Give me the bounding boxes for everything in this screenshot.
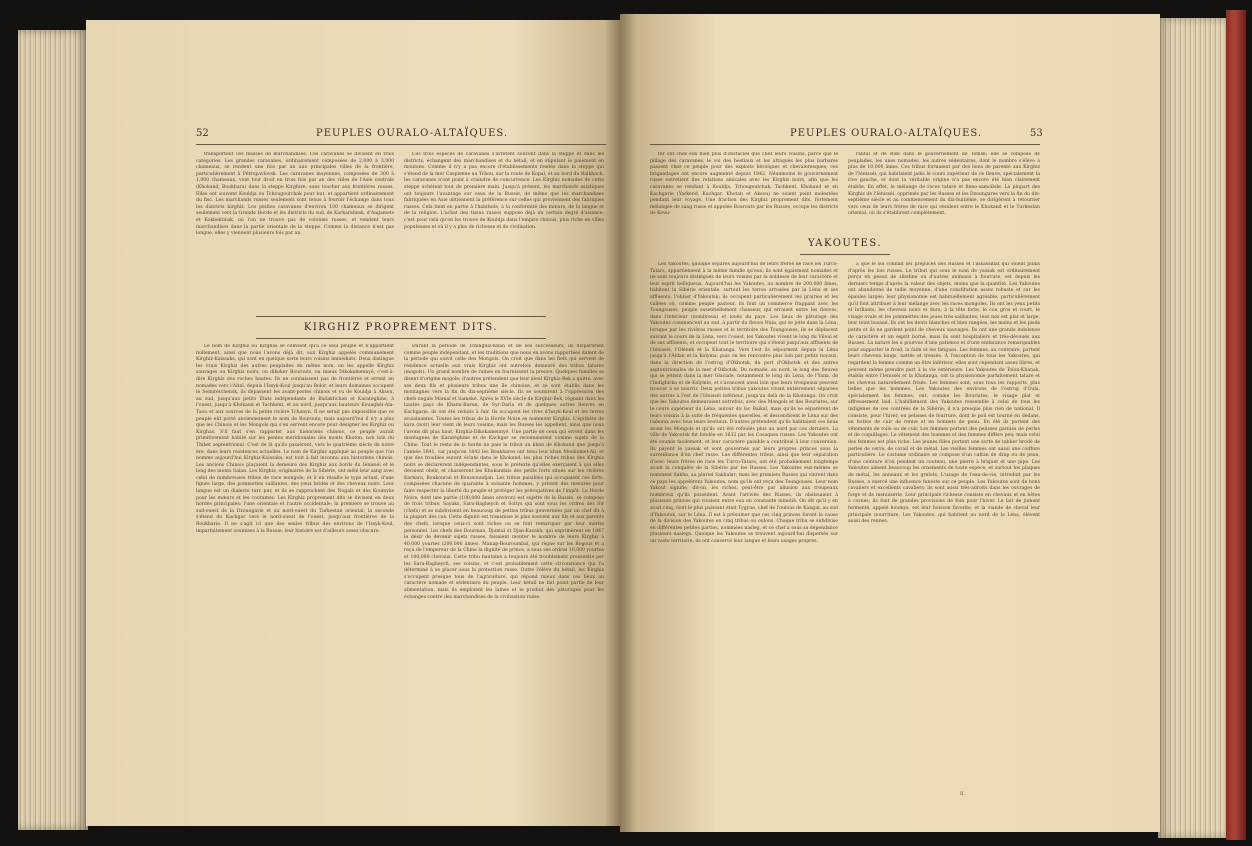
right-intro-text-2: rantal et de Bisk dans le gouvernement de Tomsk; elle se compose de peuplades, les unes nomades, les autres sédentaires, dont le nombre s'élève à plus de 10,000 âmes. Ces tribus formaient par des liens de parenté aux Kirghiz de l'Iénisséi, qui habitaient jadis le cours supérieur de ce fleuve, spécialement la rive gauche, et dont la véritable origine n'a pas encore été bien clairement établie. En effet, le mélange de races tatare et finno-samoïède. La plupart des Kirghiz de l'Iénisséi, opprimés par les Russes et les Dzoungares vers la fin du dix-septième siècle et au commencement du dix-huitième, se dirigèrent à retourner vers ceux de leurs frères de race qui résident entre le Khokand et le Turkestan oriental, où ils s'établirent complètement.	[848, 152, 1040, 217]
left-intro-column-2	[404, 152, 604, 297]
right-intro-text-1: ter ont chez eux bien plus d'obstacles que chez leurs voisins, parce que le pillage des caravanes, le vol des bestiaux et les attaques les plus barbares passent chez ce peuple pour des exploits héroïques et chevaleresques; ces brigandages ont encore augmenté depuis 1842. Néanmoins le gouvernement russe entretient des relations amicales avec les Kirghiz noirs, afin que les caravanes se rendant à Kouldja, Tchougoutchak, Tachkent, Khokand et en Kachgarie (Yarkend, Kachgar, Khotan et Aksou) ne soient point molestées pendant leur voyage. Une fraction des Kirghiz proprement dits, fortement mélangée de sang russe et appelée Bourouts par les Russes, occupe les districts de Kouu-	[650, 152, 838, 217]
right-page-number: 53	[1030, 128, 1043, 139]
left-section-rule-top	[256, 316, 546, 317]
left-page	[86, 20, 620, 826]
right-running-head: PEUPLES OURALO-ALTAÏQUES.	[790, 128, 983, 139]
book-cover-edge	[1226, 10, 1246, 840]
right-section-text-2: a que le sol connaît les prépuces des Russes et l'assassinat qui soient punis d'après les lois russes. Le tribut qui sous le nom de yassak est ordinairement perçu en peaux de zibeline ou d'autres animaux à fourrure, est depuis les derniers temps d'après la valeur des objets, moins que la quantité. Les Yakoutes ont abandonné de taille moyenne, d'une constitution assez robuste et sur les épaules larges; leur physionomie est habituellement agréable, particulièrement qu'il font attribuer à leur mélange avec les races mongoles. Ils ont les yeux petits et brillants; les cheveux noirs et durs; à la tête forte, le cou gros et court, le visage ovale et les pommettes des joues très-saillantes; leur nez est plat et large, leur teint basané. Ils ont les dents blanches et bien rangées, les mains et les pieds petits et ils ne gardent point de cheveux sauvages. Ils ont une grande indolence de caractère et un esprit borné, mais ils sont hospitaliers et très-dévoués aux Russes. La nature les a pourvus d'une patience et d'une endurance remarquables pour supporter le froid, la faim et les fatigues. Les femmes, au contraire, portent leurs cheveux longs, nattés et tressés. À l'exception de tous les Yakoutes, qui regardent la femme comme un être inférieur, elles sont cependant assez libres, et peuvent même prendre part à la vie extérieure. Les Yakoutes de Toïon-Khanak, établis entre l'Iénisséi et la Khatanga, ont la physionomie parfaitement tatare et les cheveux naturellement frisés. Les femmes sont, sous tous les rapports, plus belles que les hommes. Les Yakoutes des environs de l'ostrog d'Oula, spécialement les femmes, ont, comme les Bouriates, le visage plat et affreusement laid. L'habillement des Yakoutes ressemble à celui de tous les indigènes de ces contrées de la Sibérie; il n'a presque plus rien de national. Il consiste, pour l'hiver, en pelisses de fourrure, dont le poil est tourné en dedans, en bottes de cuir de renne et en bonnets de peau. En été ils portent des vêtements de toile ou de cuir. Les femmes portent des pelisses garnies de perles et de coquillages. Le vêtement des hommes et des femmes diffère peu; mais celui des femmes est plus riche. Les jeunes filles portent une sorte de tablier brodé de perles de verre, de corail et de métal. Les vieilles femmes ont aussi une coiffure particulière. Le costume ordinaire se compose d'un caftan de drap ou de peau, d'une ceinture d'où pendent un couteau, une pierre à briquet et une pipe. Les Yakoutes aiment beaucoup les ornements de toute espèce, et surtout les plaques de métal, les anneaux et les grelots. L'usage de l'eau-de-vie, introduit par les Russes, a exercé une influence funeste sur ce peuple. Les Yakoutes sont de bons cavaliers et excellents cavaliers; ils sont aussi très-adroits dans les ouvrages de forge et de menuiserie. Leur principale richesse consiste en chevaux et en bêtes à cornes; ils font de grandes provisions de foin pour l'hiver. Le lait de jument fermenté, appelé koumys, est leur boisson favorite, et la viande de cheval leur principale nourriture. Les Yakoutes, qui habitent au nord de la Léna, élèvent aussi des rennes.	[848, 262, 1040, 525]
left-section-rule-bottom	[256, 338, 546, 339]
right-section-rule	[800, 254, 890, 255]
page-edges-right	[1158, 18, 1236, 838]
right-page	[620, 14, 1160, 832]
page-edges-left	[18, 30, 88, 830]
right-header-rule	[650, 144, 1040, 145]
left-intro-text-2: Ces trois espèces de caravanes s'arrêtent souvent dans la steppe et dans les districts, échangent des marchandises et du bétail, et en stipulant le paiement en moutons. Comme il n'y a pas encore d'établissements fondés dans la steppe qui s'étend de la mer Caspienne au Tchou, sur la route de Kopal, et au bord du Balkhach, les caravanes n'ont point à craindre de concurrence. Les Kirghiz nomades de cette steppe achètent tout de première main. Jusqu'à présent, les marchands asiatiques ont toujours l'avantage sur ceux de la Russie, de même que les marchandises fabriquées en Asie obtiennent la préférence sur celles qui proviennent des fabriques russes. Cela tient en partie à l'habitude, à la conformité des mœurs, de la langue et de la religion. L'achat des tissus russes suppose déjà un certain degré d'aisance; c'est pour cela qu'on les trouve de Kouldja dans l'empire chinois, plus riche en villes populeuses et où il y a plus de richesse et de civilisation.	[404, 152, 604, 230]
right-section-column-2	[848, 262, 1040, 788]
left-section-column-1	[196, 344, 394, 796]
left-running-head: PEUPLES OURALO-ALTAÏQUES.	[316, 128, 509, 139]
left-section-title: KIRGHIZ PROPREMENT DITS.	[303, 322, 499, 333]
left-intro-column-1	[196, 152, 394, 297]
left-header-rule	[196, 144, 606, 145]
right-section-title: YAKOUTES.	[807, 238, 883, 249]
right-section-text-1: Les Yakoutes, quoique séparés aujourd'hui de leurs frères de race les Turco-Tatars, appartiennent à la même famille qu'eux; ils sont également nomades et ne sont toujours distingués de leurs voisins par la noblesse de leur caractère et leur esprit belliqueux. Aujourd'hui les Yakoutes, au nombre de 200,000 âmes, habitent la Sibérie orientale, surtout les terres arrosées par la Léna et ses affluents, l'oblast d'Yakoutsk; ils occupent particulièrement les prairies et les vallées où, comme peuple pasteur, ils font un commerce frappant avec les Toungouses, peuple essentiellement chasseur, qui erraient entre les fleuves, dans l'intérieur (nombreux) et loués du pays. Les lieux de pâturage des Yakoutes commencent au sud, à partir du fleuve Nuia, qui se jette dans la Léna; lorsque par les rivières russes et le territoire des Toungouses, ils se déplacent suivant le cours de la Léna, vers l'ouest, les Yakoutes vivent le long du Viloui et de ses affluents, et occupent tout le territoire qui s'étend jusqu'aux affluents de l'Iénisséi, l'Olének et la Khatanga. Vers l'est ils séjournent depuis la Léna jusqu'à l'Aldan et la Kolyma; puis on les rencontre plus loin par petits noyaux, dans la direction de l'ostrog d'Okhotsk, du port d'Okhotsk et des autres septentrionales de la mer d'Okhotsk. Du nomade, au nord, le long des fleuves qui se jettent dans la mer Glaciale, notamment le long du Léna, de l'Yana, de l'Indighirka et de Kolymie, et s'avancent aussi loin que leurs troupeaux peuvent trouver à se nourrir. Deux petites tribus yakoutes vivent entièrement séparées des autres à l'est de l'Iénisséi inférieur, jusqu'au delà de la Khatanga. On croit que les Yakoutes demeuraient autrefois, avec des Mongols et des Bouriates, sur le cours supérieur du Léna, autour du lac Baïkal, mais qu'ils se séparèrent de leurs voisins à la suite de fréquentes querelles, et descendirent le Léna sur des radeaux avec tous leurs bestiaux. D'autres prétendent qu'ils habitaient ces lieux avant les Mongols et qu'ils ont été refoulés plus au nord par ces derniers. La ville de Yakoutsk fut fondée en 1632 par les Cosaques russes. Les Yakoutes ont été soumis facilement, et leur caractère paisible a contribué à leur conversion. Ils payent le yassak et sont gouvernés par leurs propres princes sous la surveillance d'un chef russe. Les différentes tribus, ainsi que leur séparation d'avec leurs frères de race les Turco-Tatars, ont été probablement longtemps avant la conquête de la Sibérie par les Russes. Les Yakoutes eux-mêmes se nomment Sakha, au pluriel Sakhalar; mais les premiers Russes qui vinrent dans ce pays les appelèrent Yakoutes, nom qu'ils ont reçu des Toungouses. Leur nom Yakout signifie, dit-on, les riches, peut-être par allusion aux troupeaux nombreux qu'ils possèdent. Avant l'arrivée des Russes, ils obéissaient à plusieurs princes qui vivaient entre eux en constante inimitié. On dit qu'il y en avait cinq, dont le plus puissant était Tygyne, chef de l'oulous de Kangal, au sud d'Yakoutsk, sur le Léna. Il est à présumer que ces cinq princes furent la cause de la division des Yakoutes en cinq tribus ou oulous. Chaque tribu se subdivise en différentes petites parties, nommées nasleg, et ce chef a sous sa dépendance plusieurs naslegs. Quoique les Yakoutes se trouvent aujourd'hui dispersés sur un vaste territoire, ils ont conservé leur langue et leurs usages propres.	[650, 262, 838, 544]
left-section-text-2: Durant la période de Tchinguiz-Khan et de ses successeurs, ils disparurent comme peuple indépendant, et les traditions que nous en avons rapportées datent de la période qui suivit celle des Mongols. On croit que dans les fiefs qui servent de résidence actuelle aux vrais Kirghiz ont autrefois demeuré des tribus tatares (mogols). Un grand nombre de ruines en fournissent la preuve. Quelques familles se disent d'origine mogole; d'autres prétendent que leur aïeul Kirghiz-Bek a quitté, avec ses deux fils et plusieurs tribus une île chinoise, et se sont établis dans les montagnes vers la fin du dix-septième siècle. Ils se soumirent à l'oppression des chefs nogaïs Mamaï et Sameké. Après le XVIe siècle de Kirghiz-Bek, régnant dans les hautes pays de Khami-Burun, de Syr-Daria et de quelques autres fleuves en Kachgarie, ils ont été réduits à fuir. Ils occupent les rives d'Issyk-Koul et les terres avoisinantes. Toutes les tribus de la Horde Noire se nomment Kirghiz. L'épithète de kara (noir) leur vient de leurs voisins; mais les Russes les appellent, ainsi que nous l'avons dit plus haut, Kirghiz-Dikokamennyé. Une partie de ceux qui errent dans les montagnes de Karatéghine et de Kachgar se reconnaissent comme sujets de la Chine. Tout le reste de la horde ne paie le tribut au khan de Khokand que jusqu'à l'année 1841, car jusqu'en 1842 les Boukhares ont tenu leur khan Moukamet-Ali, et que des troubles eurent éclaté dans le Khokand, les plus riches tribus des Kirghiz noirs se déclarèrent indépendantes, sous le prétexte qu'elles exerçaient à qui elles devaient obéir, et chassèrent les Khokandais des petits forts situés sur les rivières Karkara, Boukouran et Koussoundjan. Les tribus paisibles qui occupaient ces forts, composées chacune de quarante à soixante hommes, y prirent des mesures pour faire respecter la liberté du peuple et protéger les prérogatives de l'impôt. La Horde Noire, dont une partie (100,000 âmes environ) est sujette de la Russie, se compose de trois tribus: Sayaks, Saru-Bagheych et Soltys qui sont sous les ordres des Sir (chefs) et se subdivisent en beaucoup de petites tribus gouvernées par un chef dit à la plupart des cas. Cette dignité est transmise le plus souvent aux fils et aux parents des chefs, lorsque ceux-ci sont riches ou se font remarquer par leur mérite personnel. Les chefs des Dourman, Djantaï et Djan-Kazakh, qui exprimèrent en 1847 le désir de devenir sujets russes, faisaient monter le nombre de leurs Kirghiz à 40,000 yourtes (200,000 âmes). Manap-Bouroumbaï, qui règne sur les Bogous et a reçu de l'empereur de la Chine la dignité de prince, a sous ses ordres 10,000 yourtes et 100,000 chevaux. Cette tribu hautaine a toujours été troublement pressentie par les Sara-Bagheych, ses voisins, et c'est probablement cette circonstance qui l'a déterminé à se placer sous la protection russe. Outre l'élève du bétail, les Kirghiz s'occupent presque tous de l'agriculture, qui répond mieux dans ces lieux au caractère nomade et sédentaire du peuple. Leur bétail ne fait point partie de leur alimentation, mais ils emploient les laines et le produit des pâturages pour les échanges contre des marchandises de la civilisation russe.	[404, 344, 604, 600]
right-intro-column-1	[650, 152, 838, 270]
left-section-column-2	[404, 344, 604, 796]
left-intro-text-1: transportent ces masses de marchandises. Ces caravanes se divisent en trois catégories. Les grandes caravanes, ordinairement composées de 2,000 à 3,000 chameaux, se rendent une fois par an aux principales villes de la frontière, particulièrement à Pétropavlovsk. Les caravanes moyennes, composées de 300 à 1,000 chameaux, vont tout droit en trois fois par an des villes de l'Asie centrale (Khokand, Boukhara) dans la steppe Kirghize, sans toucher aux frontières russes. Elles ont souvent Kouldja ou Tchougoutchak pour but, et appartient ordinairement du fisc. Les marchands russes seulement sont tenus à fournir l'échange dans tous les districts kirghiz. Les petites caravanes d'environ 100 chameaux se dirigent seulement vers la Grande Horde et les districts du sud, de Karkaralinsk, d'Aagamets et Kokbektinsk, où l'on ne trouve pas de colonies russes, et vendent leurs marchandises dans la partie orientale de la steppe. Comme la distance n'est pas longue, elles y viennent plusieurs fois par an.	[196, 152, 394, 237]
signature-mark: II.	[960, 792, 966, 797]
right-section-column-1	[650, 262, 838, 788]
right-intro-column-2	[848, 152, 1040, 270]
left-section-text-1: Le nom de Kirghiz ou Kirghas se convient qu'à ce seul peuple et n'appartient nullement, ainsi que nous l'avons déjà dit, aux Kirghiz appelés communément Kirghiz-Kaïssaks, qui sont en quelque sorte leurs voisins immédiats. Deux distingue les vrais Kirghiz des autres peuplades du même nom, on les appelle Kirghiz sauvages ou Kirghiz noirs, ou dikoker Bourouts, ou mieux Dikokamennyé, c'est-à-dire Kirghiz des roches hautes. Ils ne connaissent pas de frontières et errent en nomades vers l'Altaï, depuis l'Issyk-Koul jusqu'au Bolor, et leurs domaines occupent le Semirétchensk, ils dépassent les avant-postes chinois et vu de Kouldja à Aksou, au sud, jusqu'aux petits États indépendants de Badakhchan et Karatéghine, à l'ouest, jusqu'à Khokand et Tachkent, et au nord, jusqu'aux hauteurs Kounghéi-Ala-Taou et aux sources de la petite rivière Tchanyn. Il ne serait pas impossible que ce peuple eût porté anciennement le nom de Bourouts; mais aujourd'hui il n'y a plus que les Chinois et les Mongols qui s'en servent encore pour désigner les Kirghiz ou Kirghas. S'il faut s'en rapporter aux historiens chinois, ce peuple aurait primitivement habité sur les pentes méridionales des monts Khoton, non loin du Thibet septentrional. C'est de là qu'ils passèrent, vers le quatrième siècle de notre ère, dans leurs résidences actuelles. Le nom de Kirghiz appliqué au peuple que l'on nomme aujourd'hui Kirghiz-Kaïssaks, est tout à fait inconnu aux historiens chinois. Les anciens Chinois plaçaient la demeure des Kirghiz aux bords du Iénisséi et le long des monts Saïan. Les Kirghiz, originaires de la Sibérie, ont mêlé leur sang avec celui de nombreuses tribus de race mongole, et il en résulte le type actuel, d'une figure large, des pommettes saillantes, des yeux bridés et des cheveux noirs. Leur langue est un dialecte turc pur, et ils se rapprochent des Nogaïs et des Koumyks pour les mœurs et les coutumes. Les Kirghiz proprement dits se divisent en deux hordes principales: l'une orientale et l'autre occidentale; la première se trouve au sud-ouest de la Dzoungarie et au nord-ouest du Turkestan oriental; la seconde s'étend du Kachgar vers le nord-ouest de l'ouest, jusqu'aux frontières de la Boukharie. Il ne s'agit ici que des seules tribus des environs de l'Issyk-Koul, imparfaitement soumises à la Russie; leur histoire est d'ailleurs assez obscure.	[196, 344, 394, 534]
left-page-number: 52	[196, 128, 209, 139]
